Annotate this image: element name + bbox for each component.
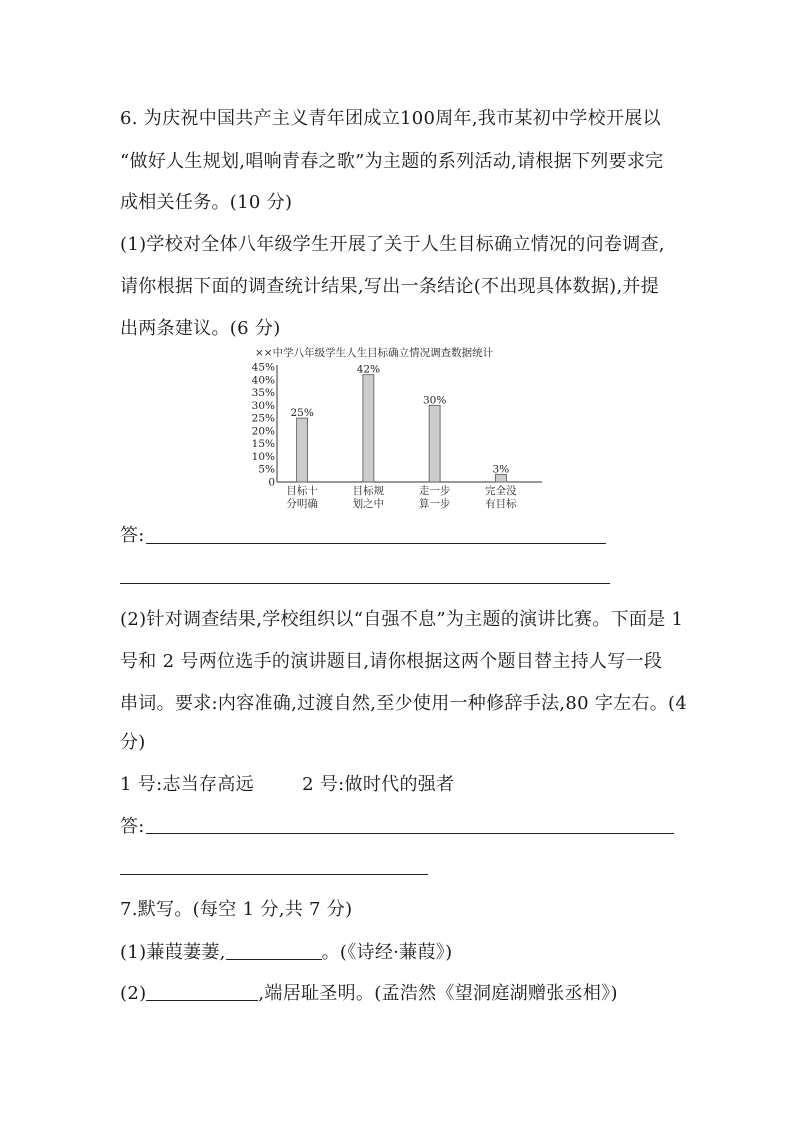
y-tick-label: 20%	[251, 425, 275, 438]
bar-value-label: 25%	[290, 407, 314, 420]
q6-part2-line-3: 串词。要求:内容准确,过渡自然,至少使用一种修辞手法,80 字左右。(4	[120, 693, 688, 714]
bar	[363, 375, 374, 482]
y-tick-label: 40%	[251, 374, 275, 387]
q6-intro-line-1: 6. 为庆祝中国共产主义青年团成立100周年,我市某初中学校开展以	[120, 108, 661, 129]
x-category-label: 分明确	[286, 498, 318, 510]
y-tick-label: 45%	[251, 361, 275, 374]
answer-line-2a[interactable]	[146, 833, 674, 834]
q7-title: 7.默写。(每空 1 分,共 7 分)	[120, 899, 353, 920]
x-category-label: 目标规	[352, 485, 385, 497]
x-category-label: 划之中	[352, 498, 385, 510]
y-tick-label: 15%	[251, 438, 275, 451]
q6-intro-line-2: “做好人生规划,唱响青春之歌”为主题的系列活动,请根据下列要求完	[120, 151, 664, 172]
fill-blank-1[interactable]	[226, 941, 322, 960]
bar-value-label: 30%	[422, 394, 447, 407]
q6-part1-line-2: 请你根据下面的调查统计结果,写出一条结论(不出现具体数据),并提	[120, 276, 660, 297]
y-tick-label: 25%	[251, 412, 275, 425]
q6-part1-line-3: 出两条建议。(6 分)	[120, 318, 281, 339]
q7-item1-suffix: 。(《诗经·蒹葭》)	[321, 942, 453, 963]
answer-line-1a[interactable]	[146, 543, 606, 544]
q6-part2-line-1: (2)针对调查结果,学校组织以“自强不息”为主题的演讲比赛。下面是 1	[120, 609, 684, 630]
bar	[297, 418, 308, 482]
survey-bar-chart	[250, 340, 550, 520]
q7-item-1	[120, 941, 452, 964]
bar	[495, 474, 506, 482]
q7-item2-suffix: ,端居耻圣明。(孟浩然《望洞庭湖赠张丞相》)	[258, 983, 618, 1004]
chart-x-labels	[286, 484, 517, 510]
q6-part2-line-2: 号和 2 号两位选手的演讲题目,请你根据这两个题目替主持人写一段	[120, 651, 663, 672]
q7-item2-prefix: (2)	[120, 983, 147, 1004]
q6-intro-line-3: 成相关任务。(10 分)	[120, 192, 293, 213]
x-category-label: 算一步	[418, 498, 451, 510]
answer-line-2b[interactable]	[120, 874, 428, 875]
q7-item-2	[120, 982, 618, 1005]
answer-label-2: 答:	[120, 816, 145, 837]
chart-title: ××中学八年级学生人生目标确立情况调查数据统计	[255, 347, 494, 359]
answer-line-1b[interactable]	[120, 583, 610, 584]
q6-part2-line-4: 分)	[120, 732, 146, 753]
bar-value-label: 42%	[356, 363, 381, 376]
fill-blank-2[interactable]	[146, 982, 258, 1001]
chart-bars	[290, 364, 509, 482]
answer-label-1: 答:	[120, 525, 145, 546]
x-category-label: 完全没	[485, 485, 517, 497]
x-category-label: 有目标	[485, 498, 517, 510]
y-tick-label: 5%	[258, 463, 275, 476]
bar	[429, 405, 440, 482]
y-tick-label: 30%	[251, 399, 275, 412]
x-category-label: 走一步	[418, 485, 451, 497]
x-category-label: 目标十	[286, 485, 318, 497]
q7-item1-prefix: (1)蒹葭萋萋,	[120, 942, 226, 963]
q6-part1-line-1: (1)学校对全体八年级学生开展了关于人生目标确立情况的问卷调查,	[120, 234, 665, 255]
bar-value-label: 3%	[492, 463, 510, 476]
y-tick-label: 10%	[251, 450, 275, 463]
speech-topics: 1 号:志当存高远 2 号:做时代的强者	[120, 774, 455, 795]
y-tick-label: 0	[268, 476, 275, 489]
y-tick-label: 35%	[251, 387, 275, 400]
